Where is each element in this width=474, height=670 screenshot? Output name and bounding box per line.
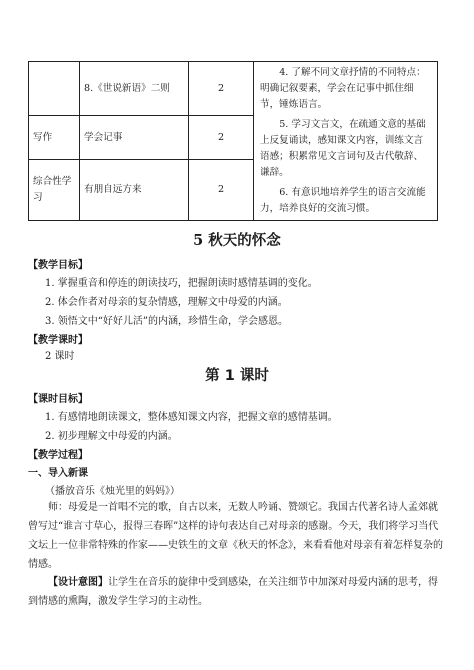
design-intent [28, 573, 446, 611]
period-goal: 1. 有感情地朗读课文，整体感知课文内容，把握文章的感情基调。 [45, 412, 338, 423]
teaching-goal: 3. 领悟文中“好好儿活”的内涵，珍惜生命，学会感恩。 [45, 316, 288, 327]
period-title: 第 1 课时 [205, 368, 269, 384]
table-cell-content: 有朋自远方来 [80, 159, 189, 220]
teaching-goals-heading: 【教学目标】 [28, 260, 88, 271]
table-cell-hours: 2 [189, 116, 254, 159]
step1-heading: 一、导入新课 [28, 468, 88, 479]
table-cell-category: 写作 [29, 116, 80, 159]
design-intent-label: 【设计意图】 [48, 577, 108, 588]
objective-4: 4. 了解不同文章抒情的不同特点：明确记叙要素，学会在记事中抓住细节，锤炼语言。 [260, 67, 426, 110]
teaching-goal: 1. 掌握重音和停连的朗读技巧，把握朗读时感情基调的变化。 [45, 278, 318, 289]
table-cell-hours: 2 [189, 159, 254, 220]
teaching-goal: 2. 体会作者对母亲的复杂情感，理解文中母爱的内涵。 [45, 297, 288, 308]
table-row [29, 62, 438, 116]
objective-5: 5. 学习文言文，在疏通文意的基础上反复诵读，感知课文内容，训练文言语感；积累常见文言词句及古代敬辞、谦辞。 [260, 119, 426, 178]
design-intent-text: 让学生在音乐的旋律中受到感染，在关注细节中加深对母爱内涵的思考，得到情感的熏陶，激发学生学习的主动性。 [28, 577, 438, 607]
music-note: （播放音乐《烛光里的妈妈》） [45, 486, 180, 497]
objective-6: 6. 有意识地培养学生的语言交流能力，培养良好的交流习惯。 [260, 187, 426, 214]
teacher-speech: 师：母爱是一首唱不完的歌，自古以来，无数人吟诵、赞颂它。我国古代著名诗人孟郊就曾写过“谁言寸草心，报得三春晖”这样的诗句表达自己对母亲的感谢。今天，我们将学习当代文坛上一位非常特殊的作家——史铁生的文章《秋天的怀念》，来看看他对母亲有着怎样复杂的情感。 [28, 502, 443, 570]
period-goal: 2. 初步理解文中母爱的内涵。 [45, 431, 178, 442]
table-cell-content: 8.《世说新语》二则 [80, 62, 189, 116]
period-goals-heading: 【课时目标】 [28, 394, 88, 405]
table-cell-category [29, 62, 80, 116]
teaching-hours-heading: 【教学课时】 [28, 335, 88, 346]
table-cell-category: 综合性学习 [29, 159, 80, 220]
table-cell-objectives [254, 62, 438, 221]
teaching-hours-value: 2 课时 [45, 351, 75, 362]
teaching-process-heading: 【教学过程】 [28, 450, 88, 461]
table-cell-hours: 2 [189, 62, 254, 116]
table-cell-content: 学会记事 [80, 116, 189, 159]
unit-plan-table [28, 61, 438, 221]
lesson-title: 5 秋天的怀念 [193, 232, 281, 249]
